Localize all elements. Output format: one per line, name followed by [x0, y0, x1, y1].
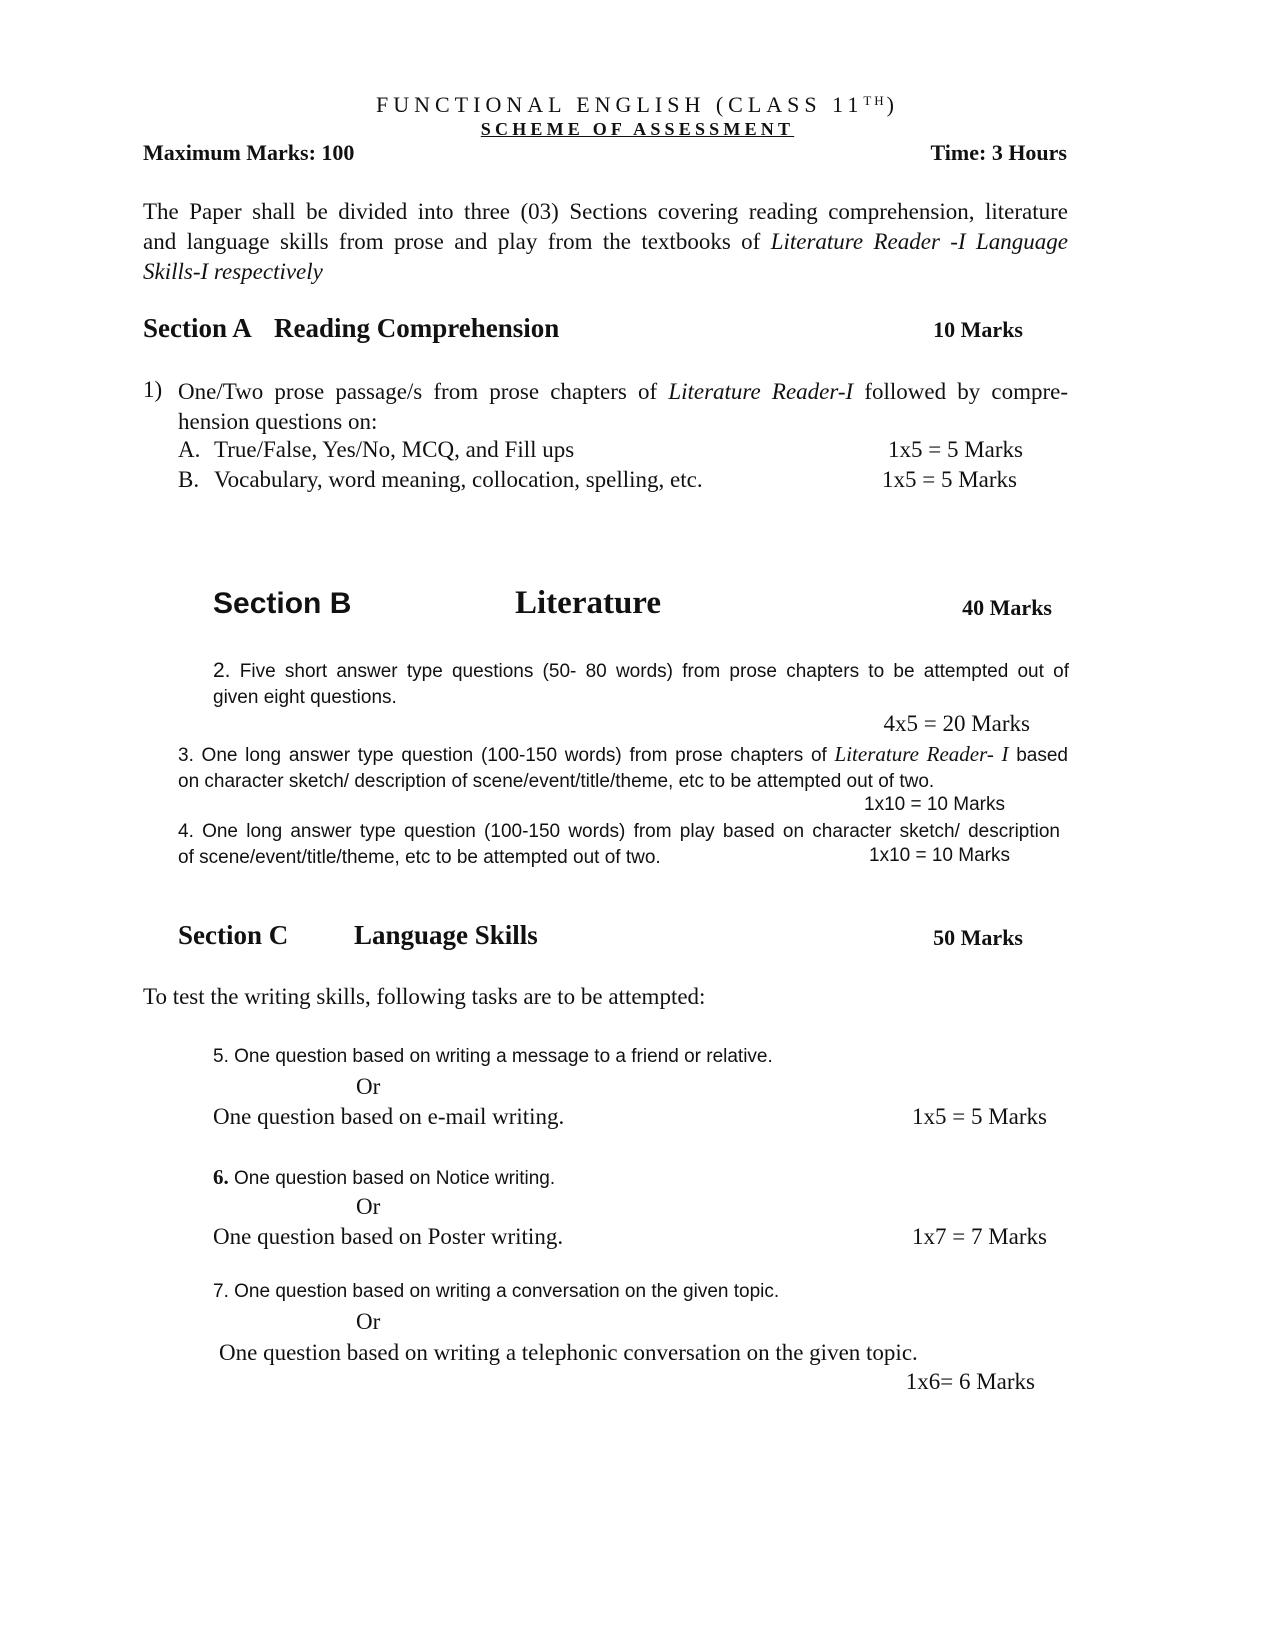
- section-c-intro: To test the writing skills, following tasks are to be attempted:: [143, 984, 706, 1009]
- q6-number: 6.: [213, 1165, 229, 1189]
- section-a-title: Reading Comprehension: [274, 313, 560, 343]
- section-c-label: Section C: [178, 920, 289, 950]
- q2-line-1: [213, 658, 1069, 685]
- document-subtitle-text: SCHEME OF ASSESSMENT: [480, 119, 795, 139]
- intro-line-1: The Paper shall be divided into three (03) Sections covering reading comprehension, literature: [143, 199, 1068, 224]
- q1-item-b-marks: 1x5 = 5 Marks: [882, 467, 1017, 492]
- intro-line-2: [143, 227, 1068, 257]
- q6-text: [213, 1165, 555, 1190]
- intro-line-2-text: and language skills from prose and play from the textbooks of: [143, 229, 771, 254]
- intro-line-3: [143, 257, 1068, 287]
- document-title: [0, 92, 1275, 118]
- q2-text: [213, 658, 1069, 711]
- section-b-marks: 40 Marks: [962, 595, 1052, 620]
- q1-line-1-italic: Literature Reader-I: [668, 379, 854, 404]
- q5-alternative: One question based on e-mail writing.: [213, 1104, 565, 1129]
- q1-item-a-marks: 1x5 = 5 Marks: [888, 437, 1023, 462]
- section-a-label: Section A: [143, 313, 252, 343]
- q3-line-1-end: based: [1008, 745, 1068, 766]
- q6-marks: 1x7 = 7 Marks: [912, 1224, 1047, 1249]
- q4-marks: 1x10 = 10 Marks: [869, 845, 1010, 866]
- q3-line-1: [178, 741, 1068, 769]
- q1-item-b-text: Vocabulary, word meaning, collocation, spelling, etc.: [214, 467, 703, 492]
- section-a-marks: 10 Marks: [933, 317, 1023, 342]
- q1-line-1-start: One/Two prose passage/s from prose chapters of: [178, 379, 669, 404]
- q6-alternative: One question based on Poster writing.: [213, 1224, 564, 1249]
- q2-number: 2.: [213, 659, 231, 682]
- q1-line-1: [178, 377, 1068, 407]
- q7-text: 7. One question based on writing a conversation on the given topic.: [213, 1281, 780, 1302]
- q3-marks: 1x10 = 10 Marks: [864, 794, 1005, 815]
- max-marks: Maximum Marks: 100: [143, 140, 355, 165]
- q1-text: [178, 377, 1068, 437]
- q4-line-2: of scene/event/title/theme, etc to be attempted out of two.: [178, 847, 661, 868]
- time-limit: Time: 3 Hours: [930, 140, 1067, 165]
- document-subtitle: [0, 119, 1275, 140]
- q1-number: 1): [143, 377, 163, 402]
- q7-or: Or: [356, 1309, 381, 1334]
- q1-item-a-text: True/False, Yes/No, MCQ, and Fill ups: [214, 437, 575, 462]
- q1-line-1-end: followed by compre-: [853, 379, 1069, 404]
- document-title-text: FUNCTIONAL ENGLISH (CLASS 11: [376, 92, 864, 117]
- section-c-marks: 50 Marks: [933, 925, 1023, 950]
- q1-item-b-letter: B.: [178, 467, 200, 492]
- q2-marks: 4x5 = 20 Marks: [883, 711, 1030, 736]
- intro-line-2-italic: Literature Reader -I Language: [770, 229, 1068, 254]
- q2-line-2: given eight questions.: [213, 687, 397, 708]
- q6-or: Or: [356, 1194, 381, 1219]
- q4-line-1: 4. One long answer type question (100-150 words) from play based on character sketch/ description: [178, 821, 1060, 842]
- q2-line-1-text: Five short answer type questions (50- 80 words) from prose chapters to be attempted out of: [230, 661, 1069, 682]
- q5-marks: 1x5 = 5 Marks: [912, 1104, 1047, 1129]
- q3-line-1-italic: Literature Reader- I: [834, 742, 1009, 766]
- q1-line-2: hension questions on:: [178, 409, 378, 434]
- q6-text-body: One question based on Notice writing.: [228, 1168, 556, 1189]
- q5-text: 5. One question based on writing a message to a friend or relative.: [213, 1046, 773, 1067]
- q1-item-a-letter: A.: [178, 437, 201, 462]
- document-title-superscript: TH: [863, 93, 887, 108]
- q7-alternative: One question based on writing a telephonic conversation on the given topic.: [219, 1340, 918, 1365]
- section-b-title: Literature: [515, 585, 662, 621]
- q3-text: [178, 741, 1068, 795]
- intro-paragraph: [143, 197, 1068, 287]
- q7-marks: 1x6= 6 Marks: [905, 1369, 1035, 1394]
- section-c-title: Language Skills: [354, 920, 538, 950]
- intro-line-3-italic: Skills-I respectively: [143, 259, 323, 284]
- document-title-close: ): [886, 92, 899, 117]
- section-b-label: Section B: [213, 587, 352, 620]
- q5-or: Or: [356, 1074, 381, 1099]
- q3-line-2: on character sketch/ description of scene/event/title/theme, etc to be attempted out of two.: [178, 771, 935, 792]
- q3-line-1-start: 3. One long answer type question (100-150 words) from prose chapters of: [178, 745, 835, 766]
